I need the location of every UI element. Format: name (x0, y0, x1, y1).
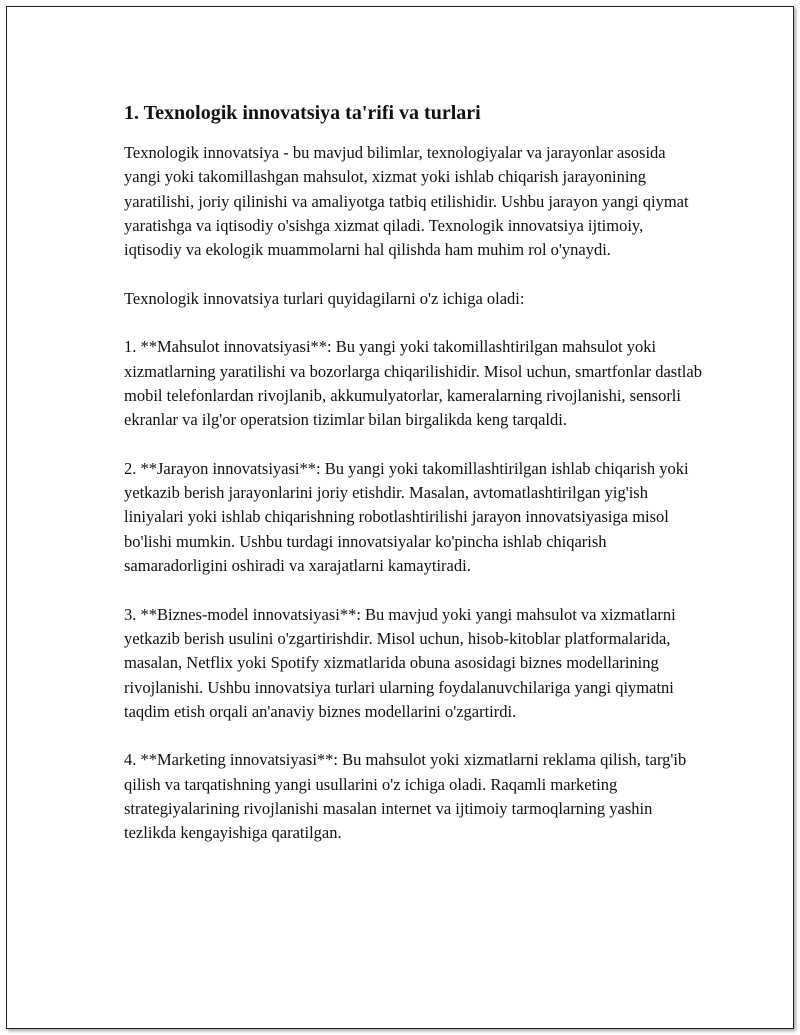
paragraph-business-model-innovation: 3. **Biznes-model innovatsiyasi**: Bu mavjud yoki yangi mahsulot va xizmatlarni yetkazib berish usulini o'zgartirishdir. Misol uchun, hisob-kitoblar platformalarida, masalan, Netflix yoki Spotify xizmatlarida obuna asosidagi biznes modellarining rivojlanishi. Ushbu innovatsiya turlari ularning foydalanuvchilariga yangi qiymatni taqdim etish orqali an'anaviy biznes modellarini o'zgartirdi. (124, 604, 676, 721)
paragraph-marketing-innovation: 4. **Marketing innovatsiyasi**: Bu mahsulot yoki xizmatlarni reklama qilish, targ'ib qilish va tarqatishning yangi usullarini o'z ichiga oladi. Raqamli marketing strategiyalarining rivojlanishi masalan internet va ijtimoiy tarmoqlarning yashin tezlikda kengayishiga qaratilgan. (124, 750, 687, 843)
paragraph-types-intro: Texnologik innovatsiya turlari quyidagilarni o'z ichiga oladi: (124, 288, 525, 308)
paragraph-definition: Texnologik innovatsiya - bu mavjud bilimlar, texnologiyalar va jarayonlar asosida yangi yoki takomillashgan mahsulot, xizmat yoki ishlab chiqarish jarayonining yaratilishi, joriy qilinishi va amaliyotga tatbiq etilishidir. Ushbu jarayon yangi qiymat yaratishga va iqtisodiy o'sishga xizmat qiladi. Texnologik innovatsiya ijtimoiy, iqtisodiy va ekologik muammolarni hal qilishda ham muhim rol o'ynaydi. (124, 143, 689, 260)
document-page (6, 6, 794, 1029)
section-heading: 1. Texnologik innovatsiya ta'rifi va turlari (124, 102, 481, 124)
paragraph-process-innovation: 2. **Jarayon innovatsiyasi**: Bu yangi yoki takomillashtirilgan ishlab chiqarish yoki yetkazib berish jarayonlarini joriy etishdir. Masalan, avtomatlashtirilgan yig'ish liniyalari yoki ishlab chiqarishning robotlashtirilishi jarayon innovatsiyasiga misol bo'lishi mumkin. Ushbu turdagi innovatsiyalar ko'pincha ishlab chiqarish samaradorligini oshiradi va xarajatlarni kamaytiradi. (124, 458, 689, 576)
paragraph-product-innovation: 1. **Mahsulot innovatsiyasi**: Bu yangi yoki takomillashtirilgan mahsulot yoki xizmatlarning yaratilishi va bozorlarga chiqarilishidir. Misol uchun, smartfonlar dastlab mobil telefonlardan rivojlanib, akkumulyatorlar, kameralarning rivojlanishi, sensorli ekranlar va ilg'or operatsion tizimlar bilan birgalikda keng tarqaldi. (124, 337, 702, 430)
document-body (124, 99, 704, 870)
